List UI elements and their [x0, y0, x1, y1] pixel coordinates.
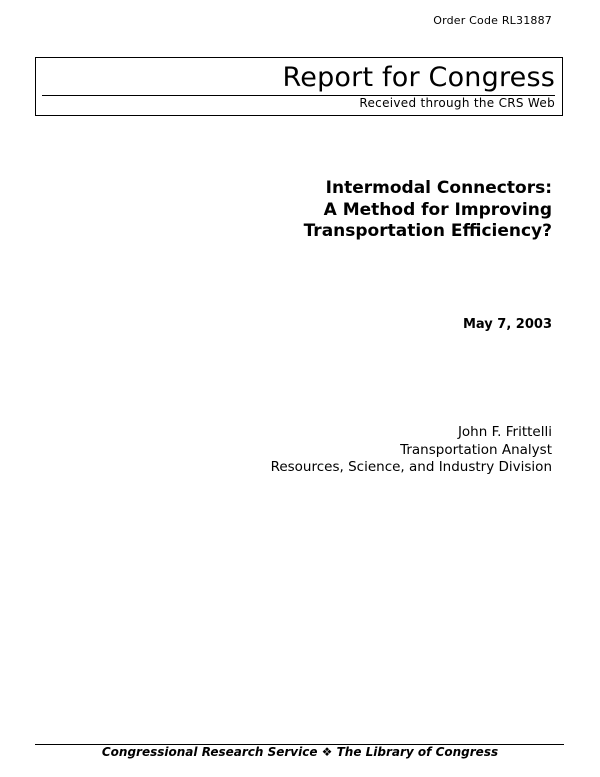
title-line: Transportation Efficiency?: [303, 221, 552, 241]
order-code: Order Code RL31887: [433, 14, 552, 27]
document-title: [304, 178, 552, 243]
author-name: John F. Frittelli: [457, 424, 552, 440]
report-header-box: [35, 57, 563, 116]
received-subtitle: Received through the CRS Web: [359, 96, 555, 110]
report-date: May 7, 2003: [462, 317, 552, 332]
title-line: Intermodal Connectors:: [325, 178, 552, 198]
report-title: Report for Congress: [282, 62, 555, 93]
author-division: Resources, Science, and Industry Division: [270, 459, 552, 475]
footer-text: Congressional Research Service ❖ The Library of Congress: [101, 745, 499, 759]
author-position: Transportation Analyst: [400, 441, 552, 458]
title-line: A Method for Improving: [323, 199, 552, 220]
author-block: [271, 424, 552, 477]
